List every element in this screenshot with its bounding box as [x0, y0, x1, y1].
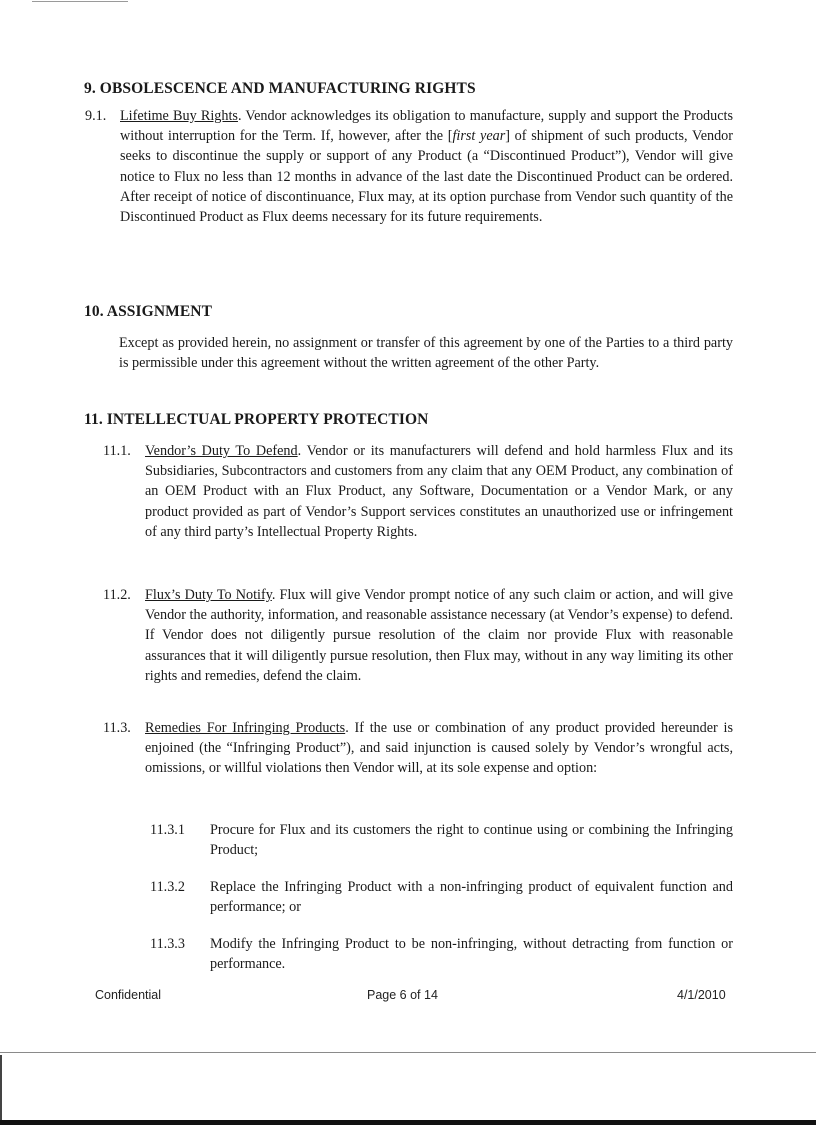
- subclause-11-3-2: [150, 877, 733, 917]
- subclause-text: Modify the Infringing Product to be non-infringing, without detracting from function or performance.: [210, 936, 733, 973]
- subclause-text: Procure for Flux and its customers the right to continue using or combining the Infringing Product;: [210, 822, 733, 859]
- scan-left-edge: [0, 1055, 2, 1121]
- clause-number: 9.1.: [85, 108, 107, 124]
- clause-number: 11.1.: [103, 443, 131, 459]
- clause-title: Vendor’s Duty To Defend: [145, 443, 298, 459]
- clause-text-part1: . Vendor acknowledges its obligation to manufacture, supply and support the Products without interruption for the Term. If, however, after the [: [120, 108, 734, 145]
- assignment-paragraph: Except as provided herein, no assignment or transfer of this agreement by one of the Parties to a third party is permissible under this agreement without the written agreement of the other Party.: [119, 335, 733, 372]
- section-heading-9: 9. OBSOLESCENCE AND MANUFACTURING RIGHTS: [84, 80, 476, 97]
- subclause-number: 11.3.1: [150, 822, 185, 838]
- clause-text: . Flux will give Vendor prompt notice of any such claim or action, and will give Vendor the authority, information, and reasonable assistance necessary (at Vendor’s expense) to defend. If Vendor does not diligently pursue resolution of the claim nor provide Flux with reasonable assurances that it will diligently pursue resolution, then Flux may, without in any way limiting its other rights and remedies, defend the claim.: [145, 587, 734, 684]
- clause-text: . Vendor or its manufacturers will defend and hold harmless Flux and its Subsidiaries, Subcontractors and customers from any claim that any OEM Product, any combination of an OEM Product with an Flux Product, any Software, Documentation or a Vendor Mark, or any product provided as part of Vendor’s Support services constitutes an unauthorized use or infringement of any third party’s Intellectual Property Rights.: [145, 443, 733, 540]
- subclause-number: 11.3.3: [150, 936, 185, 952]
- subclause-number: 11.3.2: [150, 879, 185, 895]
- clause-number: 11.3.: [103, 720, 131, 736]
- clause-11-3: [103, 718, 734, 779]
- clause-number: 11.2.: [103, 587, 131, 603]
- section-heading-10: 10. ASSIGNMENT: [84, 303, 213, 320]
- clause-text-italic: first year: [452, 128, 506, 145]
- scan-artifact-line: [32, 1, 128, 2]
- subclause-text: Replace the Infringing Product with a non-infringing product of equivalent function and performance; or: [210, 879, 733, 916]
- clause-title: Lifetime Buy Rights: [120, 108, 238, 124]
- subclause-11-3-3: [150, 934, 733, 974]
- clause-text: . If the use or combination of any product provided hereunder is enjoined (the “Infringing Product”), and said injunction is caused solely by Vendor’s wrongful acts, omissions, or willful violations then Vendor will, at its sole expense and option:: [145, 720, 734, 777]
- clause-text-part2: ] of shipment of such products, Vendor seeks to discontinue the supply or support of any Product (a “Discontinued Product”), Vendor will give notice to Flux no less than 12 months in advance of the last date the Discontinued Product can be ordered. After receipt of notice of discontinuance, Flux may, at its option purchase from Vendor such quantity of the Discontinued Product as Flux deems necessary for its future requirements.: [120, 128, 733, 226]
- subclause-11-3-1: [150, 820, 733, 860]
- clause-title: Flux’s Duty To Notify: [145, 587, 272, 603]
- clause-11-1: [103, 441, 733, 542]
- section-heading-11: 11. INTELLECTUAL PROPERTY PROTECTION: [84, 411, 429, 428]
- clause-9-1: [85, 106, 734, 227]
- page-bottom-divider: [0, 1052, 816, 1053]
- footer-date: 4/1/2010: [677, 988, 726, 1002]
- clause-11-2: [103, 585, 734, 686]
- scan-bottom-edge: [0, 1120, 816, 1125]
- footer-confidential: Confidential: [95, 988, 162, 1002]
- footer-page-number: Page 6 of 14: [367, 988, 438, 1002]
- clause-title: Remedies For Infringing Products: [145, 720, 346, 736]
